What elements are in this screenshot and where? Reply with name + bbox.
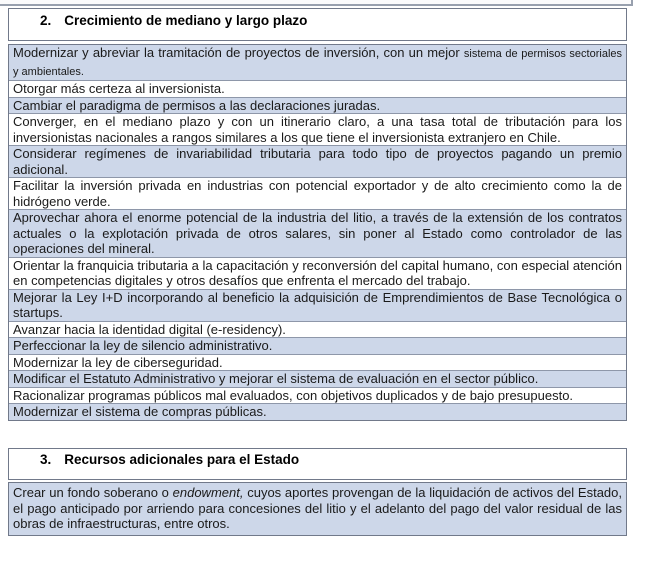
row-text: Otorgar más certeza al inversionista. (13, 81, 225, 96)
row-text: Modificar el Estatuto Administrativo y mejorar el sistema de evaluación en el sector público. (13, 371, 539, 386)
section-title: Crecimiento de mediano y largo plazo (64, 13, 308, 28)
table-row (9, 145, 626, 177)
table-header (8, 8, 627, 41)
row-text: cuyos aportes provengan de la liquidación de activos del Estado, el pago anticipado por arriendo para concesiones del litio y el adelanto del pago del valor residual de las obras de infraestructuras, entre otros. (13, 485, 622, 531)
row-text: Aprovechar ahora el enorme potencial de la industria del litio, a través de la extensión de los contratos actuales o la explotación privada de otros salares, sin poner al Estado como controlador de las operaciones del mineral. (13, 210, 622, 256)
table-recursos (8, 448, 627, 536)
table-body (8, 482, 627, 536)
table-row (9, 113, 626, 145)
table-row (9, 387, 626, 404)
table-crecimiento (8, 8, 627, 421)
table-row (9, 209, 626, 257)
row-text: Modernizar el sistema de compras públicas. (13, 404, 267, 419)
row-text: Avanzar hacia la identidad digital (e-residency). (13, 321, 286, 337)
table-row (9, 403, 626, 420)
cutoff-element-edge (0, 0, 633, 6)
row-text-small: sistema de permisos sectoriales y ambientales. (13, 48, 622, 78)
section-title: Recursos adicionales para el Estado (64, 452, 300, 467)
row-text: Modernizar la ley de ciberseguridad. (13, 354, 223, 370)
table-row (9, 97, 626, 114)
row-text: Modernizar y abreviar la tramitación de proyectos de inversión, con un mejor (13, 45, 464, 60)
section-number: 3. (40, 452, 52, 467)
table-row (9, 321, 626, 338)
section-number: 2. (40, 13, 52, 28)
row-text: Converger, en el mediano plazo y con un itinerario claro, a una tasa total de tributación para los inversionistas nacionales a rangos similares a los que tiene el inversionista extranjero en Chile. (13, 114, 622, 145)
table-row (9, 289, 626, 321)
row-text: Facilitar la inversión privada en industrias con potencial exportador y de alto crecimiento como la de hidrógeno verde. (13, 178, 622, 209)
row-text: Orientar la franquicia tributaria a la capacitación y reconversión del capital humano, con especial atención en competencias digitales y otros desafíos que enfrenta el mercado del trabajo. (13, 257, 622, 288)
row-text: Perfeccionar la ley de silencio administrativo. (13, 338, 273, 353)
row-text: Racionalizar programas públicos mal evaluados, con objetivos duplicados y de bajo presupuesto. (13, 387, 574, 403)
table-row (9, 177, 626, 209)
table-row (9, 257, 626, 289)
row-text: Mejorar la Ley I+D incorporando al beneficio la adquisición de Emprendimientos de Base Tecnológica o startups. (13, 289, 622, 320)
table-body (8, 44, 627, 421)
table-row (9, 80, 626, 97)
row-text-italic: endowment, (172, 485, 244, 500)
table-row (9, 45, 626, 80)
table-row (9, 483, 626, 535)
table-row (9, 370, 626, 387)
row-text: Cambiar el paradigma de permisos a las declaraciones juradas. (13, 97, 381, 113)
table-header (8, 448, 627, 480)
table-row (9, 337, 626, 354)
table-row (9, 354, 626, 371)
row-text: Considerar regímenes de invariabilidad tributaria para todo tipo de proyectos pagando un premio adicional. (13, 146, 622, 177)
row-text: Crear un fondo soberano o (13, 485, 173, 500)
